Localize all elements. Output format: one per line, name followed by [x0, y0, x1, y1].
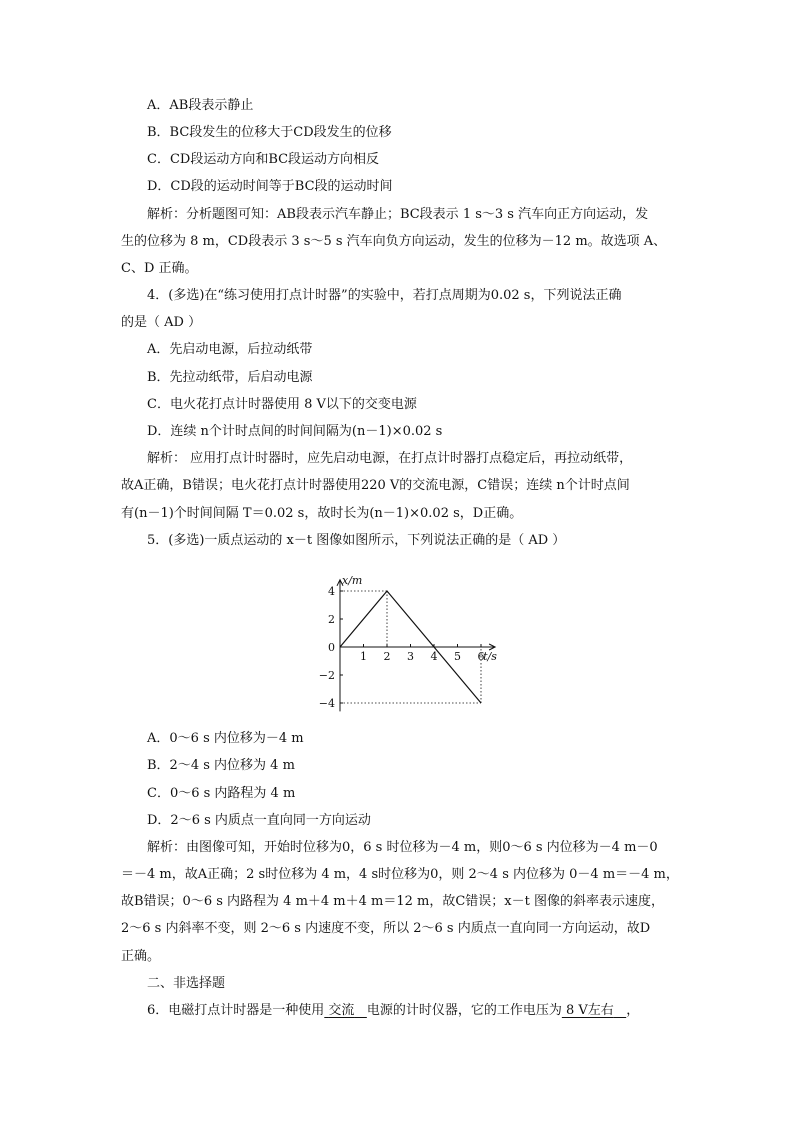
q6-text-pre: 6．电磁打点计时器是一种使用 [147, 1003, 325, 1018]
q5-explanation-line3: 故B错误；0～6 s 内路程为 4 m＋4 m＋4 m＝12 m，故C错误；x－t 图像的斜率表示速度， [121, 894, 664, 909]
x-t-graph [305, 558, 525, 720]
y-tick-label: 2 [328, 613, 335, 626]
q4-option-a: A．先启动电源，后拉动纸带 [147, 342, 313, 357]
x-tick-label: 1 [360, 650, 367, 663]
q6-blank-2: 8 V左右 [566, 1003, 614, 1018]
x-tick-label: 4 [430, 650, 438, 663]
q4-explanation-line1: 解析： 应用打点计时器时，应先启动电源，在打点计时器打点稳定后，再拉动纸带， [147, 451, 633, 466]
q5-option-c: C．0～6 s 内路程为 4 m [147, 786, 296, 801]
q5-option-b: B．2～4 s 内位移为 4 m [147, 758, 295, 773]
x-tick-label: 5 [454, 650, 461, 663]
q4-explanation-line3: 有(n－1)个时间间隔 T＝0.02 s，故时长为(n－1)×0.02 s，D正确。 [121, 506, 523, 521]
q6-text-post: ， [626, 1003, 640, 1018]
q6-line [147, 1003, 639, 1019]
q4-option-b: B．先拉动纸带，后启动电源 [147, 370, 313, 385]
x-axis-label: t/s [483, 650, 497, 663]
q4-option-d: D．连续 n个计时点间的时间间隔为(n－1)×0.02 s [147, 424, 443, 439]
x-tick-label: 2 [383, 650, 391, 663]
y-tick-label: −2 [318, 669, 335, 682]
q6-text-mid: 电源的计时仪器，它的工作电压为 [366, 1003, 562, 1018]
q5-explanation-line4: 2～6 s 内斜率不变，则 2～6 s 内速度不变，所以 2～6 s 内质点一直向同一方向运动，故D [121, 921, 651, 936]
q5-option-d: D．2～6 s 内质点一直向同一方向运动 [147, 813, 371, 828]
q5-option-a: A．0～6 s 内位移为－4 m [147, 731, 304, 746]
section-heading-nonchoice: 二、非选择题 [147, 976, 226, 991]
q4-stem-line2: 的是（ AD ） [121, 315, 202, 330]
q4-stem-line1: 4．(多选)在“练习使用打点计时器”的实验中，若打点周期为0.02 s，下列说法正确 [147, 288, 622, 303]
y-tick-label: −4 [318, 697, 335, 710]
q3-option-c: C．CD段运动方向和BC段运动方向相反 [147, 152, 380, 167]
y-tick-label: 0 [328, 641, 335, 654]
q3-option-a: A．AB段表示静止 [147, 98, 254, 113]
x-tick-label: 6 [477, 650, 485, 663]
q5-explanation-line5: 正确。 [121, 949, 161, 964]
y-tick-label: 4 [328, 585, 335, 598]
q5-explanation-line2: ＝－4 m，故A正确；2 s时位移为 4 m，4 s时位移为0，则 2～4 s 内位移为 0－4 m＝－4 m， [121, 867, 679, 882]
x-tick-label: 3 [407, 650, 414, 663]
y-axis-label: x/m [342, 573, 363, 587]
q3-option-d: D．CD段的运动时间等于BC段的运动时间 [147, 179, 393, 194]
q4-option-c: C．电火花打点计时器使用 8 V以下的交变电源 [147, 397, 417, 412]
q3-explanation-line3: C、D 正确。 [121, 261, 198, 276]
q4-explanation-line2: 故A正确，B错误；电火花打点计时器使用220 V的交流电源，C错误；连续 n个计时点间 [121, 478, 630, 493]
q3-option-b: B．BC段发生的位移大于CD段发生的位移 [147, 125, 392, 140]
q5-explanation-line1: 解析：由图像可知，开始时位移为0，6 s 时位移为－4 m，则0～6 s 内位移为－4 m－0 [147, 840, 658, 855]
q3-explanation-line2: 生的位移为 8 m，CD段表示 3 s～5 s 汽车向负方向运动，发生的位移为－12 m。故选项 A、 [121, 234, 667, 249]
q6-blank-1: 交流 [328, 1003, 355, 1018]
q3-explanation-line1: 解析：分析题图可知：AB段表示汽车静止；BC段表示 1 s～3 s 汽车向正方向运动，发 [147, 207, 649, 222]
q5-stem: 5．(多选)一质点运动的 x－t 图像如图所示，下列说法正确的是（ AD ） [147, 533, 566, 548]
